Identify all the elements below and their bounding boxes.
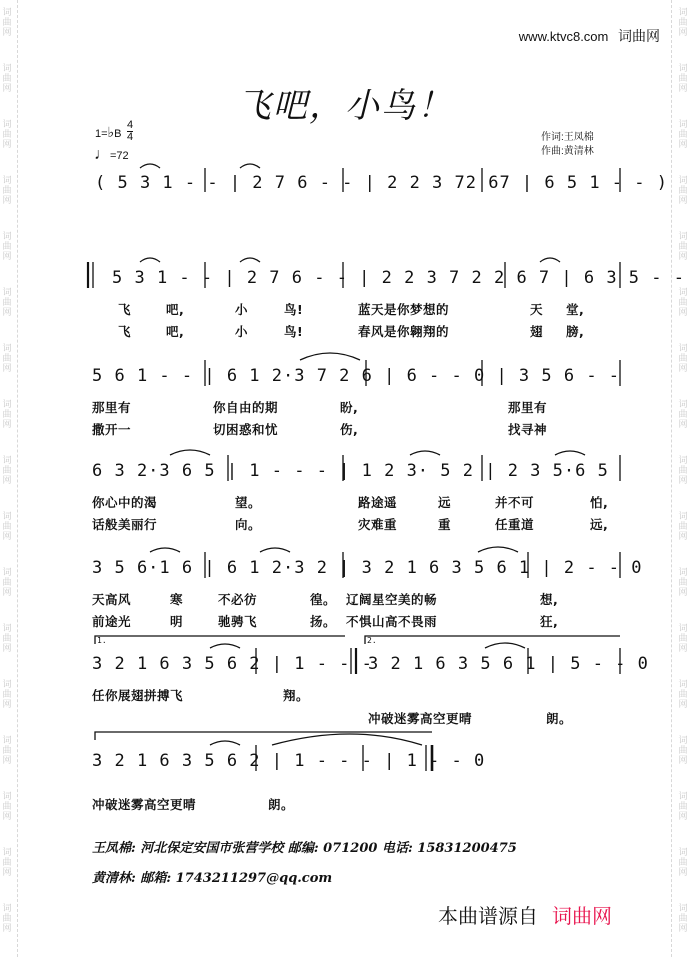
watermark-text: 词 曲 网	[678, 456, 688, 486]
volta-2-label: 2.	[367, 636, 377, 645]
watermark-text: 词 曲 网	[678, 344, 688, 374]
watermark-text: 词 曲 网	[678, 736, 688, 766]
volta-1-label: 1.	[97, 636, 107, 645]
lyric: 翅	[530, 324, 544, 339]
watermark-text: 词 曲 网	[678, 624, 688, 654]
lyric: 怕,	[590, 495, 609, 510]
lyric: 撒开一	[92, 422, 132, 437]
site-url-link[interactable]: www.ktvc8.com	[518, 29, 609, 44]
lyric: 堂,	[566, 302, 585, 317]
score-line-1: ( 5 3 1 - - | 2 7 6 - - | 2 2 3 72 67 | 6 5 1 - - )	[95, 173, 668, 193]
lyric: 路途遥	[358, 495, 398, 510]
lyric: 灾难重	[358, 517, 398, 532]
watermark-text: 词 曲 网	[678, 120, 688, 150]
watermark-text: 词 曲 网	[2, 232, 12, 262]
watermark-text: 词 曲 网	[678, 680, 688, 710]
lyric: 向。	[235, 517, 262, 532]
lyric: 找寻神	[508, 422, 548, 437]
watermark-text: 词 曲 网	[678, 848, 688, 878]
watermark-text: 词 曲 网	[678, 400, 688, 430]
lyric: 蓝天是你梦想的	[358, 302, 450, 317]
source-label: 本曲谱源自	[438, 904, 538, 928]
watermark-text: 词 曲 网	[2, 512, 12, 542]
composer-contact: 黄清林: 邮箱: 1743211297@qq.com	[92, 871, 333, 886]
lyric: 天高风	[92, 592, 132, 607]
score-line-2: 5 3 1 - - | 2 7 6 - - | 2 2 3 7 2 2 6 7 | 6 3 5 - -	[112, 268, 685, 288]
watermark-text: 词 曲 网	[2, 64, 12, 94]
lyric: 寒	[170, 592, 184, 607]
watermark-text: 词 曲 网	[2, 456, 12, 486]
lyric: 辽阔星空美的畅	[346, 592, 438, 607]
source-credit	[438, 900, 612, 929]
flat-symbol: ♭	[107, 124, 115, 140]
lyric: 远	[438, 495, 452, 510]
watermark-text: 词 曲 网	[2, 120, 12, 150]
watermark-text: 词 曲 网	[678, 64, 688, 94]
lyric: 前途光	[92, 614, 132, 629]
lyric: 任重道	[495, 517, 535, 532]
lyric: 朗。	[546, 711, 573, 726]
watermark-text: 词 曲 网	[678, 568, 688, 598]
time-signature: 4 4	[127, 119, 134, 143]
lyric: 远,	[590, 517, 609, 532]
source-site-link[interactable]: 词曲网	[552, 904, 612, 928]
watermark-text: 词 曲 网	[2, 904, 12, 934]
lyric: 冲破迷雾高空更晴	[368, 711, 473, 726]
watermark-text: 词 曲 网	[2, 344, 12, 374]
watermark-text: 词 曲 网	[2, 400, 12, 430]
watermark-text: 词 曲 网	[678, 232, 688, 262]
lyric: 话般美丽行	[92, 517, 158, 532]
lyric: 不必彷	[218, 592, 258, 607]
site-name-link[interactable]: 词曲网	[618, 28, 660, 44]
lyric: 扬。	[310, 614, 337, 629]
watermark-text: 词 曲 网	[2, 568, 12, 598]
lyric: 那里有	[92, 400, 132, 415]
lyric: 小	[235, 324, 249, 339]
lyric: 天	[530, 302, 544, 317]
lyric: 飞	[118, 324, 132, 339]
lyric: 那里有	[508, 400, 548, 415]
lyric: 冲破迷雾高空更晴	[92, 797, 197, 812]
lyric: 驰骋飞	[218, 614, 258, 629]
lyricist-credit: 作词:王凤棉	[541, 132, 594, 143]
watermark-text: 词 曲 网	[678, 8, 688, 38]
lyric: 小	[235, 302, 249, 317]
watermark-text: 词 曲 网	[2, 848, 12, 878]
watermark-text: 词 曲 网	[2, 736, 12, 766]
lyric: 吧,	[166, 302, 185, 317]
lyric: 你自由的期	[213, 400, 279, 415]
quarter-note-icon: ♩	[94, 146, 110, 163]
lyric: 并不可	[495, 495, 535, 510]
watermark-text: 词 曲 网	[678, 512, 688, 542]
composer-credit: 作曲:黄清林	[541, 146, 594, 157]
song-title: 飞吧，小鸟！	[237, 86, 453, 126]
score-line-7: 3 2 1 6 3 5 6 2 | 1 - - - | 1 - - 0	[92, 751, 486, 771]
lyric: 重	[438, 517, 452, 532]
lyric: 想,	[540, 592, 559, 607]
watermark-text: 词 曲 网	[678, 904, 688, 934]
lyric: 朗。	[268, 797, 295, 812]
lyric: 膀,	[566, 324, 585, 339]
watermark-text: 词 曲 网	[2, 624, 12, 654]
lyric: 翔。	[283, 688, 310, 703]
watermark-text: 词 曲 网	[678, 176, 688, 206]
lyric: 徨。	[310, 592, 337, 607]
watermark-text: 词 曲 网	[2, 288, 12, 318]
lyric: 明	[170, 614, 184, 629]
score-line-6a: 3 2 1 6 3 5 6 2 | 1 - - -	[92, 654, 373, 674]
score-line-5: 3 5 6·1 6 | 6 1 2·3 2 | 3 2 1 6 3 5 6 1 | 2 - - 0	[92, 558, 643, 578]
lyric: 春风是你翱翔的	[358, 324, 450, 339]
score-line-6b: 3 2 1 6 3 5 6 1 | 5 - - 0	[368, 654, 649, 674]
lyric: 飞	[118, 302, 132, 317]
lyric: 不惧山高不畏雨	[346, 614, 438, 629]
watermark-text: 词 曲 网	[2, 176, 12, 206]
lyric: 狂,	[540, 614, 559, 629]
author-contact: 王凤棉: 河北保定安国市张营学校 邮编: 071200 电话: 15831200475	[92, 841, 517, 856]
lyric: 望。	[235, 495, 262, 510]
key-signature: 1=♭B	[95, 124, 122, 140]
watermark-text: 词 曲 网	[678, 288, 688, 318]
lyric: 鸟!	[284, 324, 304, 339]
lyric: 任你展翅拼搏飞	[92, 688, 184, 703]
lyric: 切困惑和忧	[213, 422, 279, 437]
lyric: 吧,	[166, 324, 185, 339]
watermark-text: 词 曲 网	[2, 8, 12, 38]
lyric: 你心中的渴	[92, 495, 158, 510]
watermark-text: 词 曲 网	[2, 680, 12, 710]
watermark-text: 词 曲 网	[678, 792, 688, 822]
lyric: 鸟!	[284, 302, 304, 317]
lyric: 伤,	[340, 422, 359, 437]
watermark-text: 词 曲 网	[2, 792, 12, 822]
lyric: 盼,	[340, 400, 359, 415]
tempo-marking: ♩=72	[94, 146, 129, 163]
score-line-4: 6 3 2·3 6 5 | 1 - - - | 1 2 3· 5 2 | 2 3 5·6 5	[92, 461, 609, 481]
score-line-3: 5 6 1 - - | 6 1 2·3 7 2 6 | 6 - - 0 | 3 5 6 - -	[92, 366, 621, 386]
